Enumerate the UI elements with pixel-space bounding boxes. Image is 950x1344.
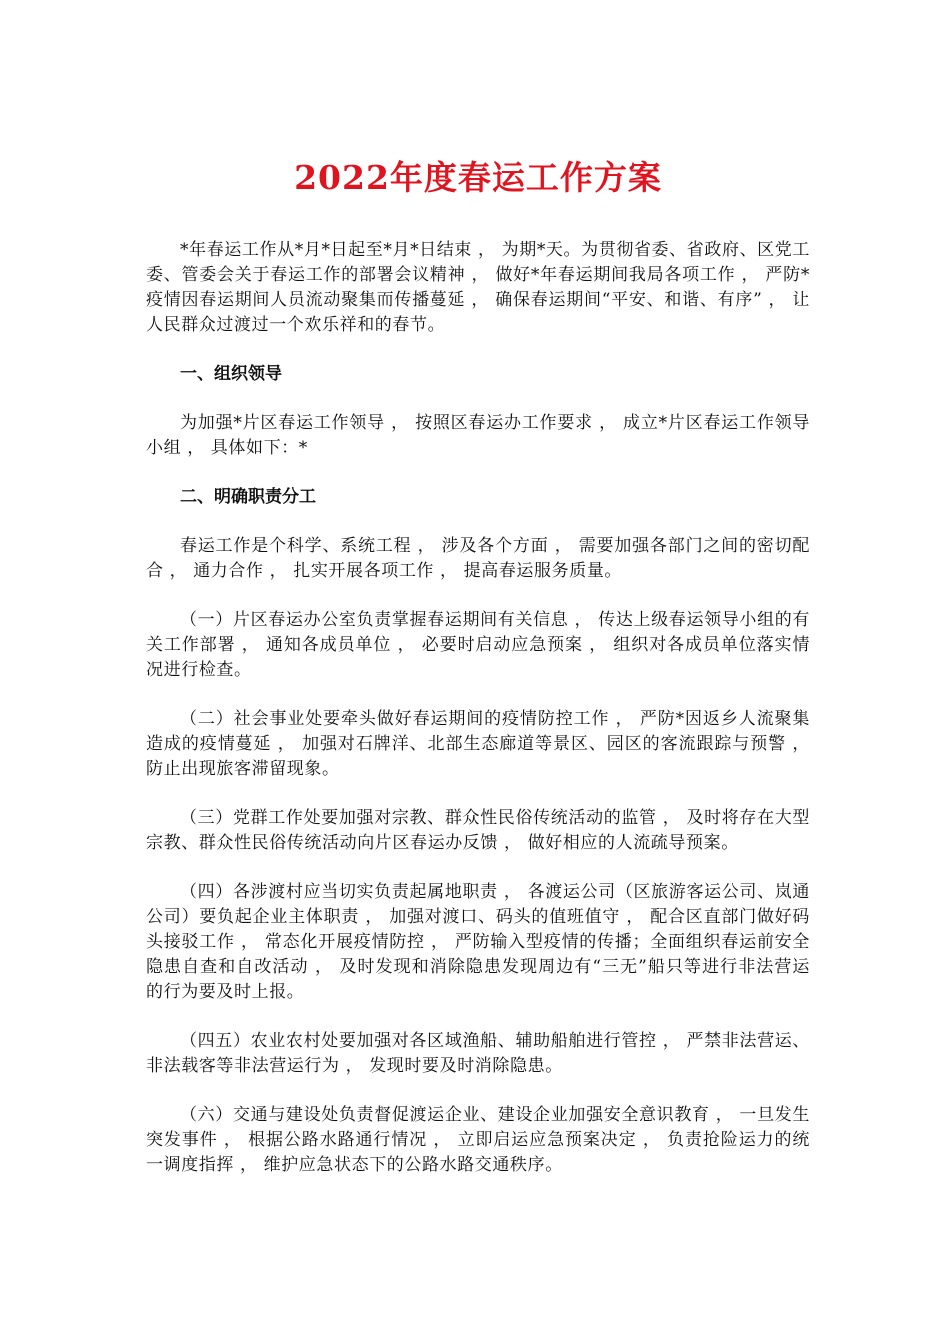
responsibility-item: （六）交通与建设处负责督促渡运企业、建设企业加强安全意识教育 ， 一旦发生突发事件 ， 根据公路水路通行情况 ， 立即启运应急预案决定 ， 负责抢险运力的统一调度指挥 ， 维护应急状态下的公路水路交通秩序。: [146, 1105, 810, 1175]
section-responsibilities-text: 春运工作是个科学、系统工程 ， 涉及各个方面 ， 需要加强各部门之间的密切配合 ， 通力合作 ， 扎实开展各项工作 ， 提高春运服务质量。: [146, 536, 810, 581]
responsibility-item: （四）各涉渡村应当切实负责起属地职责 ， 各渡运公司（区旅游客运公司、岚通公司）要负起企业主体职责 ， 加强对渡口、码头的值班值守 ， 配合区直部门做好码头接驳工作 ， 常态化开展疫情防控 ， 严防输入型疫情的传播；全面组织春运前安全隐患自查和自改活动 ， 及时发现和消除隐患发现周边有“三无”船只等进行非法营运的行为要及时上报。: [146, 882, 810, 1002]
responsibility-item: （一）片区春运办公室负责掌握春运期间有关信息 ， 传达上级春运领导小组的有关工作部署 ， 通知各成员单位 ， 必要时启动应急预案 ， 组织对各成员单位落实情况进行检查。: [146, 610, 810, 680]
document-page: [146, 150, 810, 1202]
section-heading-responsibilities: 二、明确职责分工: [180, 487, 316, 507]
section-heading-organization: 一、组织领导: [180, 364, 282, 384]
responsibility-item: （四五）农业农村处要加强对各区域渔船、辅助船舶进行管控 ， 严禁非法营运、非法载客等非法营运行为 ， 发现时要及时消除隐患。: [146, 1031, 810, 1076]
responsibility-item: （三）党群工作处要加强对宗教、群众性民俗传统活动的监管 ， 及时将存在大型宗教、群众性民俗传统活动向片区春运办反馈 ， 做好相应的人流疏导预案。: [146, 808, 810, 853]
document-title: 2022年度春运工作方案: [294, 158, 662, 197]
section-organization-text: 为加强*片区春运工作领导 ， 按照区春运办工作要求 ， 成立*片区春运工作领导小组 ， 具体如下：*: [146, 413, 810, 458]
responsibility-item: （二）社会事业处要牵头做好春运期间的疫情防控工作 ， 严防*因返乡人流聚集造成的疫情蔓延 ， 加强对石牌洋、北部生态廊道等景区、园区的客流跟踪与预警 ， 防止出现旅客滞留现象。: [146, 709, 810, 779]
intro-paragraph: *年春运工作从*月*日起至*月*日结束 ， 为期*天。为贯彻省委、省政府、区党工委、管委会关于春运工作的部署会议精神 ， 做好*年春运期间我局各项工作 ， 严防*疫情因春运期间人员流动聚集而传播蔓延 ， 确保春运期间“平安、和谐、有序” ， 让人民群众过渡过一个欢乐祥和的春节。: [146, 240, 810, 335]
